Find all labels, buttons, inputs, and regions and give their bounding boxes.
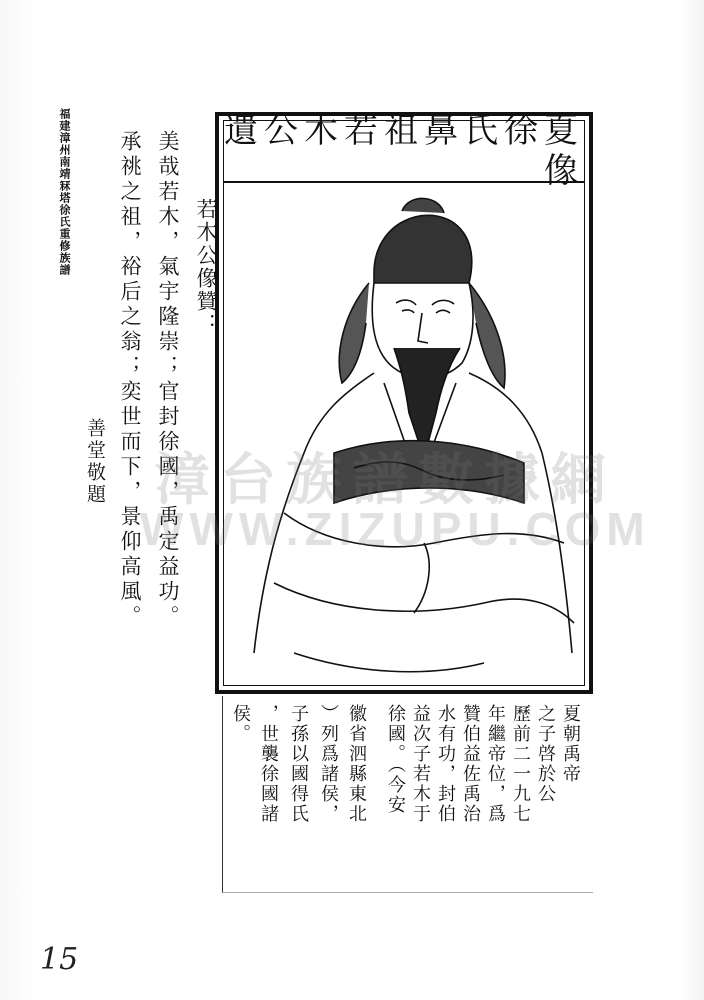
eulogy-line-1: 美哉若木，氣宇隆崇；官封徐國，禹定益功。 [156,130,180,630]
caption-column-3: 歷前二一九七 [510,704,531,824]
eulogy-title: 若木公像贊： [194,198,218,336]
eulogy-signature: 善堂敬題 [84,418,106,506]
caption-column-2: 之子啓於公 [535,704,556,804]
eulogy-line-2: 承祧之祖，裕后之翁；奕世而下，景仰高風。 [118,130,142,630]
caption-column-13: 侯。 [230,704,251,744]
caption-column-12: ，世襲徐國諸 [258,704,279,824]
watermark-url: WWW.ZIZUPU.COM [140,503,651,555]
page-number: 15 [40,942,79,977]
caption-column-5: 贊伯益佐禹治 [460,704,481,824]
portrait-inner-border [223,111,585,686]
caption-column-1: 夏朝禹帝 [560,704,581,784]
caption-column-10: ）列爲諸侯， [318,704,339,824]
portrait-illustration [224,183,584,685]
portrait-title-box [224,111,584,191]
portrait-drawing [224,183,584,687]
watermark-text: 漳台族譜數據網 [154,448,616,511]
caption-column-8: 徐國。（今安 [385,704,406,815]
caption-column-7: 益次子若木于 [410,704,431,824]
portrait-frame [215,112,593,694]
running-head: 福建漳州南靖冧塔徐氏重修族譜 [58,108,71,276]
caption-column-11: 子孫以國得氏 [288,704,309,824]
portrait-title: 夏徐氏鼻祖若木公遺像 [224,111,584,191]
caption-column-9: 徽省泗縣東北 [346,704,367,824]
caption-column-4: 年繼帝位，爲 [485,704,506,824]
caption-column-6: 水有功，封伯 [435,704,456,824]
